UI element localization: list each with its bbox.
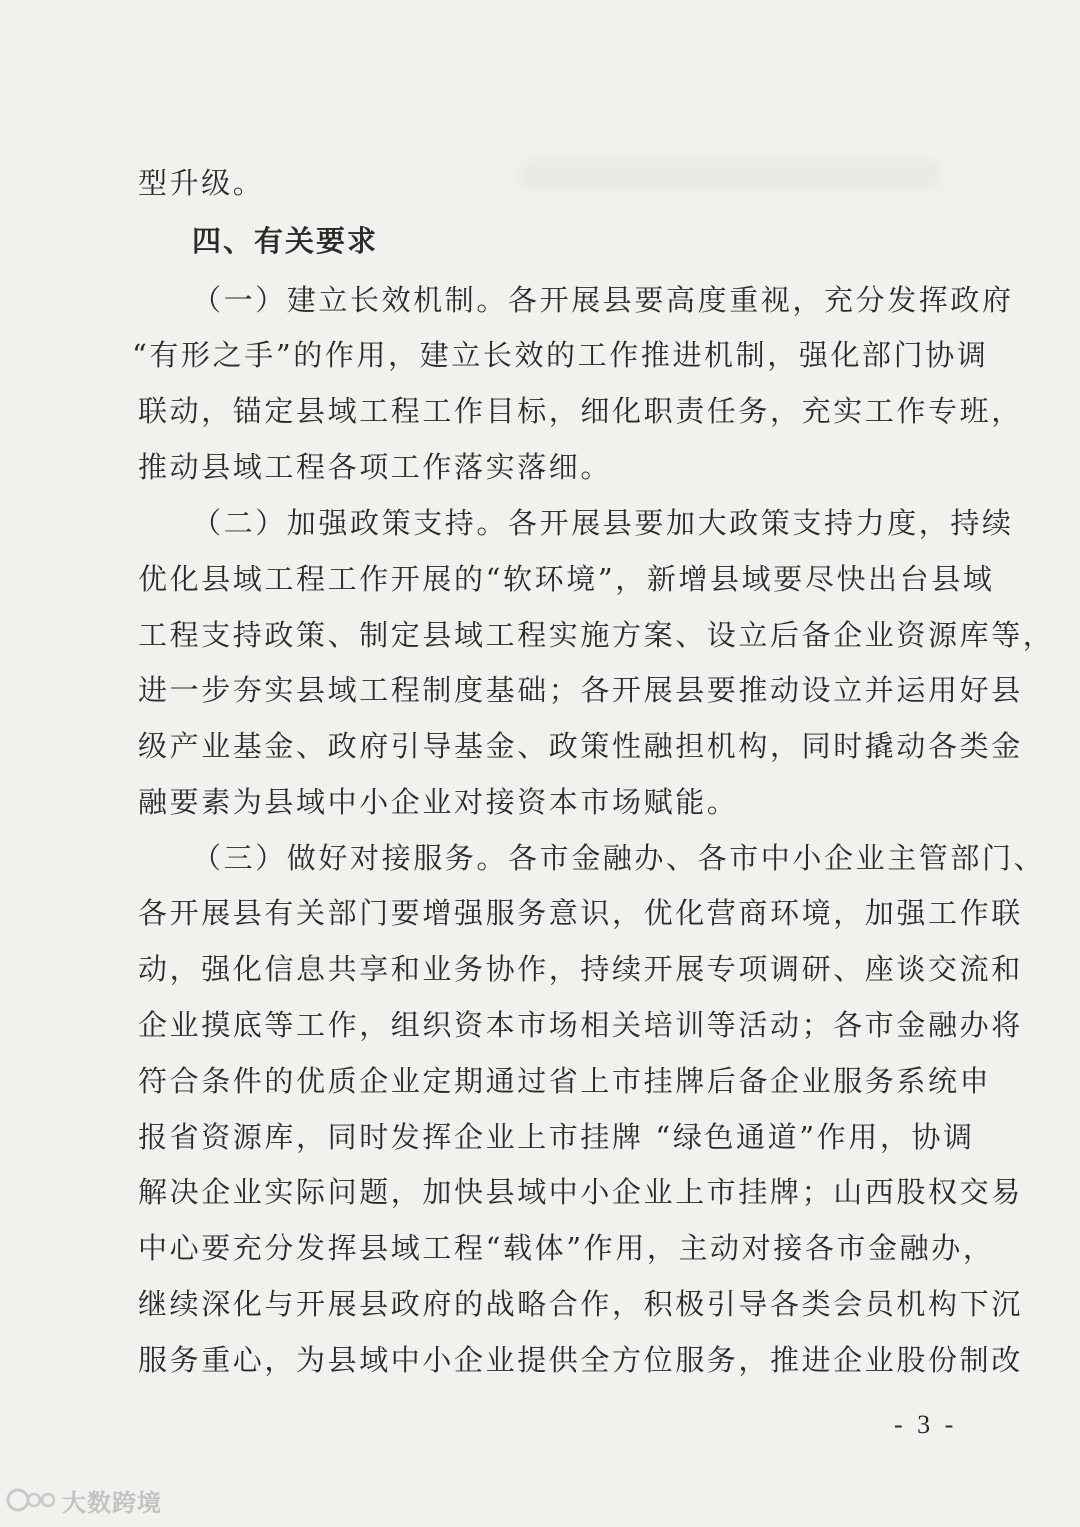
- text-line-9: 工程支持政策、制定县域工程实施方案、设立后备企业资源库等，: [138, 618, 1055, 652]
- text-line-4: “有形之手”的作用，建立长效的工作推进机制，强化部门协调: [132, 338, 989, 372]
- section-heading: 四、有关要求: [192, 224, 379, 258]
- text-line-6: 推动县域工程各项工作落实落细。: [138, 450, 613, 484]
- text-line-5: 联动，锚定县域工程工作目标，细化职责任务，充实工作专班，: [138, 394, 1023, 428]
- text-line-15: 动，强化信息共享和业务协作，持续开展专项调研、座谈交流和: [138, 952, 1023, 986]
- text-line-14: 各开展县有关部门要增强服务意识，优化营商环境，加强工作联: [138, 896, 1023, 930]
- text-line-21: 继续深化与开展县政府的战略合作，积极引导各类会员机构下沉: [138, 1287, 1023, 1321]
- watermark-text: 大数跨境: [62, 1488, 162, 1517]
- text-line-3: （一）建立长效机制。各开展县要高度重视，充分发挥政府: [192, 283, 1014, 317]
- text-line-18: 报省资源库，同时发挥企业上市挂牌 “绿色通道”作用，协调: [138, 1120, 975, 1154]
- page-number: - 3 -: [894, 1410, 958, 1439]
- text-line-7: （二）加强政策支持。各开展县要加大政策支持力度，持续: [192, 506, 1014, 540]
- text-line-13: （三）做好对接服务。各市金融办、各市中小企业主管部门、: [192, 841, 1046, 875]
- text-line-12: 融要素为县域中小企业对接资本市场赋能。: [138, 785, 739, 819]
- text-line-19: 解决企业实际问题，加快县域中小企业上市挂牌；山西股权交易: [138, 1175, 1023, 1209]
- watermark: [6, 1480, 206, 1520]
- text-line-11: 级产业基金、政府引导基金、政策性融担机构，同时撬动各类金: [138, 729, 1023, 763]
- watermark-logo-icon: [6, 1485, 58, 1515]
- text-line-10: 进一步夯实县域工程制度基础；各开展县要推动设立并运用好县: [138, 673, 1023, 707]
- text-line-20: 中心要充分发挥县域工程“载体”作用，主动对接各市金融办，: [138, 1231, 995, 1265]
- text-line-16: 企业摸底等工作，组织资本市场相关培训等活动；各市金融办将: [138, 1008, 1023, 1042]
- text-line-22: 服务重心，为县域中小企业提供全方位服务，推进企业股份制改: [138, 1343, 1023, 1377]
- text-line-17: 符合条件的优质企业定期通过省上市挂牌后备企业服务系统申: [138, 1064, 992, 1098]
- text-line-1: 型升级。: [138, 166, 265, 200]
- text-line-8: 优化县域工程工作开展的“软环境”，新增县域要尽快出台县域: [138, 562, 995, 596]
